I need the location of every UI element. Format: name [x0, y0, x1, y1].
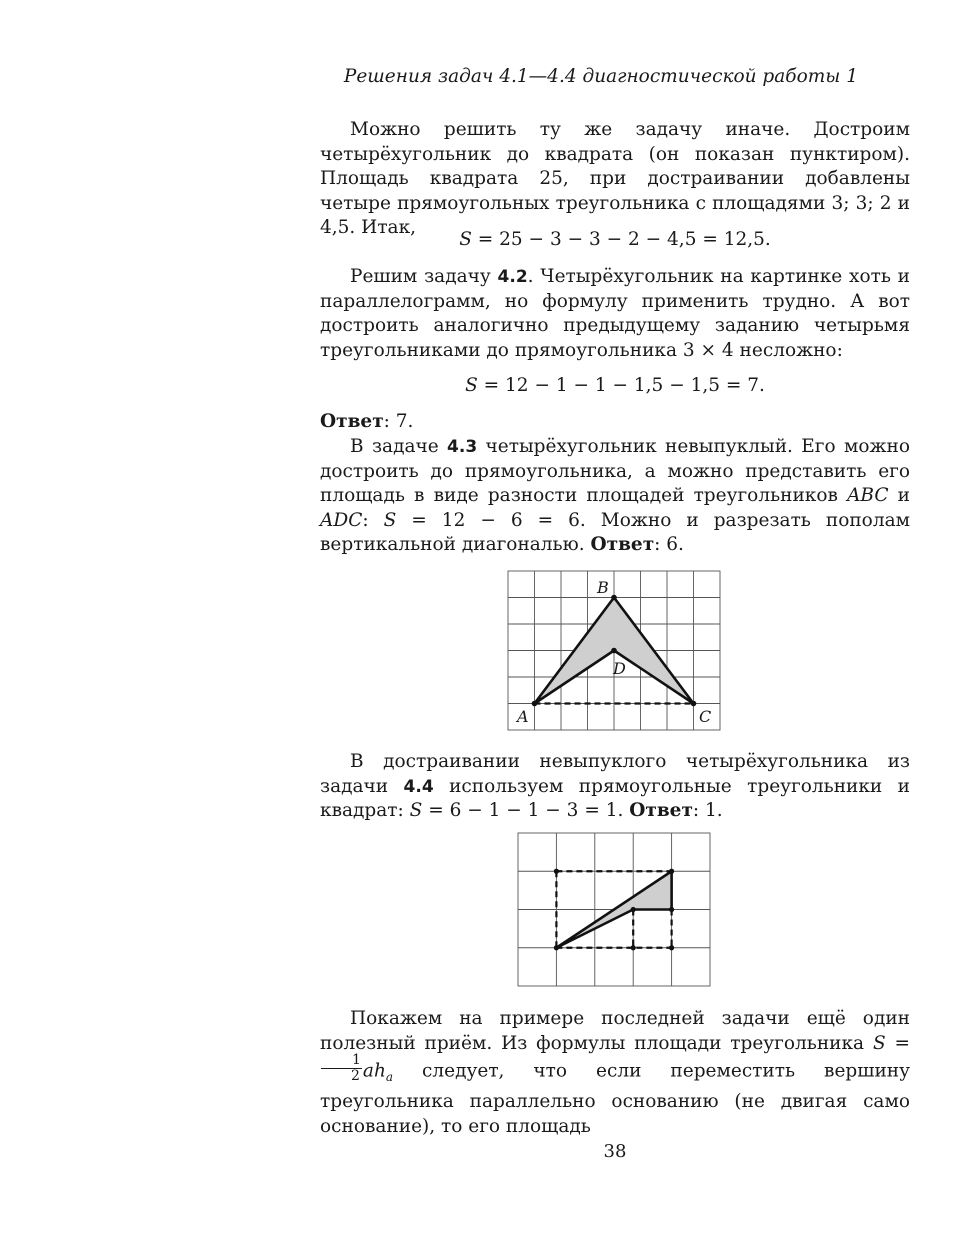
text-run: В достраивании невыпуклого четырёхугольника из задачи [320, 751, 910, 797]
running-header: Решения задач 4.1—4.4 диагностической работы 1 [343, 66, 858, 87]
figure-task-4-3 [500, 565, 730, 737]
answer-label: Ответ [629, 800, 693, 822]
formula-variable: S [409, 800, 423, 822]
vertex-b [611, 595, 617, 601]
page-number: 38 [603, 1141, 627, 1162]
formula-variable: a [362, 1060, 374, 1082]
text-run: используем прямоугольные треугольники и квадрат: [320, 775, 911, 822]
label-b: B [597, 578, 609, 597]
formula-variable: S [465, 375, 478, 396]
text-run: . Четырёхугольник на картинке хоть и параллелограмм, но формулу применить трудно. А вот достроить аналогично предыдущему заданию четырьмя треугольниками до прямоугольника 3 × 4 несложно: [320, 266, 911, 361]
paragraph-task-4-3 [320, 435, 910, 558]
text-run: Покажем на примере последней задачи ещё один полезный приём. Из формулы площади треугольника [320, 1008, 910, 1054]
paragraph-square-method [320, 118, 910, 241]
text-run: В задаче [350, 436, 448, 457]
formula-rhs: = 12 − 1 − 1 − 1,5 − 1,5 = 7. [477, 375, 765, 396]
text-run: : [362, 509, 384, 531]
text-run: = [885, 1032, 910, 1054]
formula-square-area [320, 228, 910, 253]
fraction-one-half [321, 1053, 362, 1084]
answer-line-task-4-2 [320, 410, 910, 435]
answer-value: : 1. [692, 800, 723, 822]
label-a: A [517, 707, 529, 726]
text-run: Решим задачу [350, 266, 498, 287]
fraction-numerator: 1 [321, 1053, 362, 1069]
task-number: 4.4 [403, 776, 434, 797]
formula-variable: S [383, 509, 397, 531]
formula-variable: S [872, 1032, 886, 1054]
label-d: D [613, 659, 626, 678]
text-run: = 6 − 1 − 1 − 3 = 1. [422, 800, 630, 822]
answer-value: : 6. [654, 534, 684, 556]
fraction-denominator: 2 [351, 1068, 360, 1085]
formula-rectangle-area [320, 374, 910, 399]
paragraph-task-4-2 [320, 265, 910, 363]
answer-value: : 7. [383, 411, 414, 432]
triangle-name: ABC [847, 485, 889, 507]
text-run: = 12 − 6 = 6. Можно и разрезать пополам вертикальной диагональю. [320, 509, 910, 556]
task-number: 4.2 [497, 267, 528, 287]
figure-task-4-4 [512, 828, 716, 992]
formula-rhs: = 25 − 3 − 3 − 2 − 4,5 = 12,5. [471, 229, 771, 250]
formula-variable: S [459, 229, 472, 250]
paragraph-text: Можно решить ту же задачу иначе. Достроим четырёхугольник до квадрата (он показан пунктиром). Площадь квадрата 25, при достраивании добавлены четыре прямоугольных треугольника с площадями 3; 3; 2 и 4,5. Итак, [320, 119, 910, 239]
text-run: следует, что если переместить вершину треугольника параллельно основанию (не двигая само основание), то его площадь [320, 1060, 910, 1137]
paragraph-task-4-4 [320, 750, 910, 824]
answer-label: Ответ [590, 534, 655, 556]
paragraph-useful-technique [320, 1007, 910, 1139]
answer-label: Ответ [320, 411, 384, 432]
task-number: 4.3 [447, 437, 478, 457]
vertex-c [691, 701, 697, 707]
triangle-name: ADC [320, 509, 363, 531]
label-c: C [699, 707, 712, 726]
formula-variable: h [373, 1060, 386, 1082]
text-run: и [888, 485, 910, 507]
vertex-d [611, 648, 617, 654]
vertex-a [532, 701, 538, 707]
text-run: четырёхугольник невыпуклый. Его можно достроить до прямоугольника, а можно представить его площадь в виде разности площадей треугольников [320, 436, 910, 507]
formula-subscript: a [385, 1070, 394, 1085]
